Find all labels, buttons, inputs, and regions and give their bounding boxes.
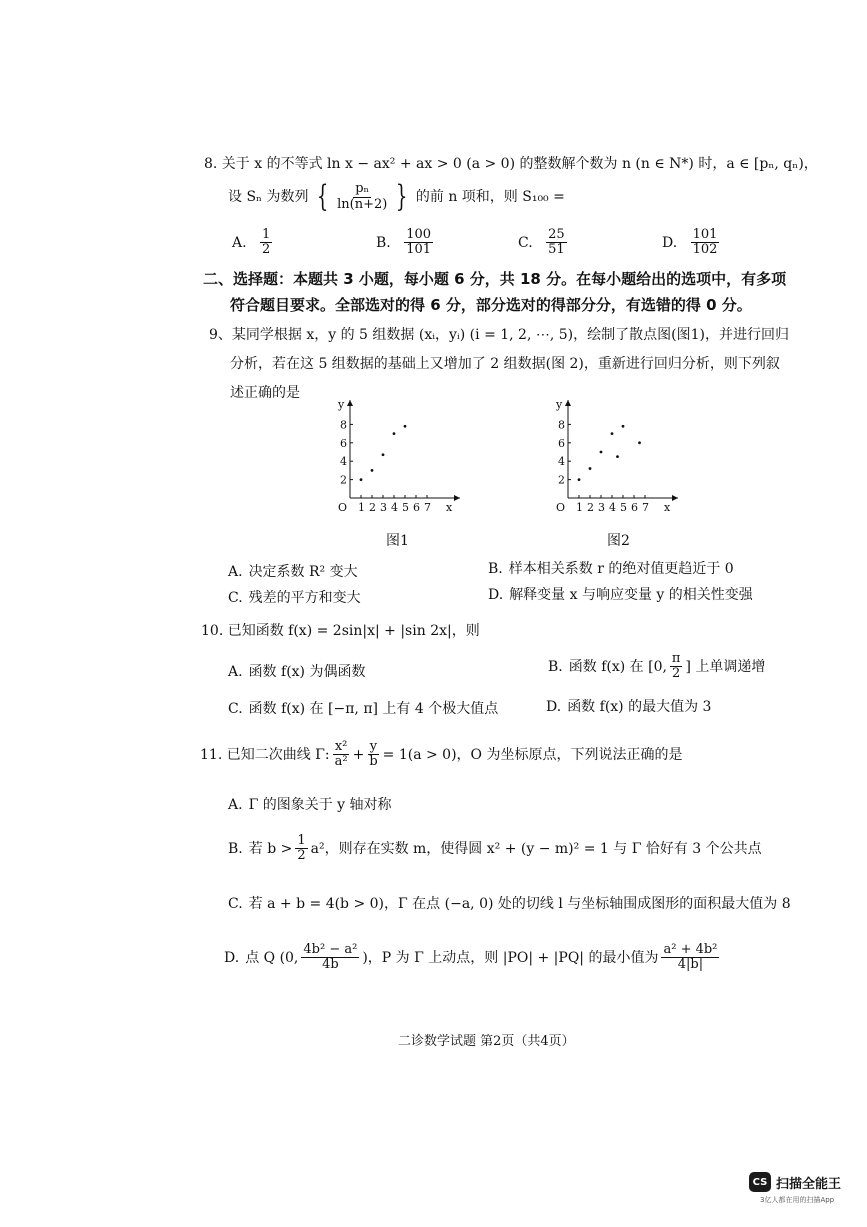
- fig2-data-point: [622, 425, 625, 428]
- q8-option-d: [662, 228, 722, 258]
- scanner-tagline: 3亿人都在用的扫描App: [760, 1196, 835, 1204]
- fig1-data-point: [371, 469, 374, 472]
- option-label: C.: [518, 234, 533, 251]
- fig2-x-tick-label: 1: [576, 501, 583, 514]
- fig1-data-point: [393, 432, 396, 435]
- fig1-x-tick-label: 4: [391, 501, 398, 514]
- fig2-x-tick-label: 7: [642, 501, 649, 514]
- fig2-data-point: [600, 451, 603, 454]
- q8-option-b: [376, 228, 436, 258]
- q10-option-a: [228, 663, 365, 681]
- option-text: 样本相关系数 r 的绝对值更趋近于 0: [508, 561, 734, 577]
- scatter-plot-1: [328, 392, 468, 520]
- q11-option-b: [228, 834, 762, 864]
- frac-num: x²: [334, 739, 348, 754]
- option-text: Γ 的图象关于 y 轴对称: [248, 797, 392, 813]
- q9-option-d: [488, 586, 753, 604]
- q8-line2-pre: 设 Sₙ 为数列: [228, 189, 309, 205]
- fig1-y-tick-label: 2: [340, 473, 347, 487]
- frac-num: 100: [406, 227, 432, 242]
- q11-stem-post: = 1(a > 0)，O 为坐标原点，下列说法正确的是: [382, 746, 683, 763]
- option-label: B.: [488, 561, 503, 577]
- option-text: 解释变量 x 与响应变量 y 的相关性变强: [509, 587, 753, 603]
- fig2-x-tick-label: 6: [631, 501, 638, 514]
- option-text: 决定系数 R² 变大: [248, 564, 358, 580]
- option-label: C.: [228, 896, 243, 912]
- fig2-x-tick-label: 2: [587, 501, 594, 514]
- q8-line1: 8. 关于 x 的不等式 ln x − ax² + ax > 0 (a > 0) 的整数解个数为 n (n ∈ N*) 时，a ∈ [pₙ, qₙ)，: [204, 156, 818, 172]
- fig2-y-tick-label: 4: [558, 455, 565, 469]
- fig2-data-point: [611, 432, 614, 435]
- fig1-x-tick-label: 7: [424, 501, 431, 514]
- frac-den: 2: [262, 242, 271, 258]
- frac-den: 51: [548, 242, 565, 258]
- x-axis-arrow-icon: [454, 495, 460, 501]
- fig2-data-point: [638, 441, 641, 444]
- scanner-watermark: [749, 1172, 841, 1192]
- option-label: C.: [228, 701, 243, 717]
- fig1-x-tick-label: 5: [402, 501, 409, 514]
- option-text: 残差的平方和变大: [248, 590, 361, 606]
- left-brace: {: [316, 179, 329, 214]
- option-label: A.: [228, 664, 243, 680]
- option-text-pre: 点 Q (0,: [245, 949, 299, 966]
- fig1-x-tick-label: 3: [380, 501, 387, 514]
- q8-sequence: [313, 179, 411, 214]
- option-label: B.: [228, 840, 243, 857]
- option-label: B.: [548, 658, 563, 675]
- q10-stem: 10. 已知函数 f(x) = 2sin|x| + |sin 2x|，则: [201, 623, 480, 639]
- frac-num: 101: [692, 227, 718, 242]
- q8-frac-den: ln(n+2): [337, 196, 388, 212]
- frac-num: y: [369, 739, 378, 754]
- q9-option-a: [228, 563, 358, 581]
- q11-stem: [200, 740, 682, 770]
- frac-num: π: [671, 651, 681, 666]
- frac-num: 4b² − a²: [303, 942, 358, 957]
- option-label: A.: [228, 797, 243, 813]
- q8-line2: [228, 179, 565, 214]
- frac-den: 4b: [322, 957, 339, 973]
- fig1-data-point: [360, 478, 363, 481]
- option-text: 若 a + b = 4(b > 0)，Γ 在点 (−a, 0) 处的切线 l 与坐标轴围成图形的面积最大值为 8: [248, 896, 791, 912]
- frac-num: 1: [262, 227, 271, 242]
- q10-option-b: [548, 652, 765, 682]
- q11-option-c: [228, 895, 791, 913]
- q9-fig2-caption: 图2: [607, 533, 630, 549]
- frac-den: 2: [297, 848, 306, 864]
- right-brace: }: [396, 179, 408, 214]
- option-label: A.: [232, 234, 247, 251]
- fig2-y-tick-label: 2: [558, 473, 565, 487]
- x-axis-arrow-icon: [672, 495, 678, 501]
- option-text: 函数 f(x) 为偶函数: [248, 664, 366, 680]
- fig1-axis-x-label: x: [446, 501, 453, 514]
- option-text: 函数 f(x) 的最大值为 3: [567, 699, 712, 715]
- q9-fig1-caption: 图1: [386, 533, 409, 549]
- q8-option-a: [232, 228, 275, 258]
- y-axis-arrow-icon: [347, 400, 353, 406]
- scanner-name: 扫描全能王: [776, 1176, 842, 1192]
- frac-den: 101: [406, 242, 432, 258]
- frac-den: 4|b|: [677, 957, 704, 973]
- option-label: D.: [488, 587, 504, 603]
- q10-option-d: [546, 698, 711, 716]
- fig2-data-point: [616, 455, 619, 458]
- option-text-post: ] 上单调递增: [685, 658, 766, 675]
- option-label: C.: [228, 590, 243, 606]
- option-label: D.: [224, 949, 240, 966]
- frac-num: 1: [297, 833, 306, 848]
- option-label: D.: [662, 234, 678, 251]
- frac-den: a²: [334, 754, 348, 770]
- cs-logo-icon: CS: [749, 1172, 771, 1192]
- fig1-y-tick-label: 4: [340, 455, 347, 469]
- fig2-data-point: [589, 467, 592, 470]
- q11-stem-pre: 11. 已知二次曲线 Γ:: [200, 746, 330, 763]
- fig1-axis-y-label: y: [338, 398, 345, 411]
- fig1-data-point: [404, 425, 407, 428]
- q11-option-d: [224, 943, 722, 973]
- y-axis-arrow-icon: [565, 400, 571, 406]
- option-text: 函数 f(x) 在 [−π, π] 上有 4 个极大值点: [248, 701, 499, 717]
- plus-sign: +: [352, 746, 365, 763]
- q9-figure2: [546, 392, 686, 524]
- fig1-x-tick-label: 6: [413, 501, 420, 514]
- q8-frac-num: pₙ: [355, 181, 370, 197]
- fig1-y-tick-label: 6: [340, 436, 347, 450]
- frac-den: b: [369, 754, 378, 770]
- q9-option-b: [488, 560, 734, 578]
- section2-line2: 符合题目要求。全部选对的得 6 分，部分选对的得部分分，有选错的得 0 分。: [230, 296, 752, 314]
- fig1-y-tick-label: 8: [340, 418, 347, 432]
- q9-option-c: [228, 589, 361, 607]
- frac-den: 102: [692, 242, 718, 258]
- q9-figure1: [328, 392, 468, 524]
- fig2-y-tick-label: 6: [558, 436, 565, 450]
- section2-line1: 二、选择题：本题共 3 小题，每小题 6 分，共 18 分。在每小题给出的选项中，有多项: [203, 270, 787, 288]
- q9-line3: 述正确的是: [230, 385, 300, 401]
- fig2-axis-y-label: y: [556, 398, 563, 411]
- fig2-x-tick-label: 3: [598, 501, 605, 514]
- q8-sequence-fraction: [335, 182, 389, 212]
- option-text-post: a²，则存在实数 m，使得圆 x² + (y − m)² = 1 与 Γ 恰好有 3 个公共点: [310, 840, 762, 857]
- fig2-data-point: [578, 478, 581, 481]
- option-text-pre: 若 b >: [248, 840, 293, 857]
- option-label: A.: [228, 564, 243, 580]
- q9-line1: 9、某同学根据 x，y 的 5 组数据 (xᵢ，yᵢ) (i = 1, 2, ⋯, 5)，绘制了散点图(图1)，并进行回归: [209, 327, 789, 343]
- option-text-mid: )，P 为 Γ 上动点，则 |PO| + |PQ| 的最小值为: [362, 949, 659, 966]
- option-label: B.: [376, 234, 391, 251]
- fig1-x-tick-label: 2: [369, 501, 376, 514]
- frac-den: 2: [672, 666, 681, 682]
- page-footer: 二诊数学试题 第2页（共4页）: [398, 1034, 575, 1049]
- fig2-axis-x-label: x: [664, 501, 671, 514]
- frac-num: a² + 4b²: [663, 942, 718, 957]
- frac-num: 25: [548, 227, 565, 242]
- option-text-pre: 函数 f(x) 在 [0,: [568, 658, 667, 675]
- fig2-origin-label: O: [556, 501, 566, 514]
- q9-line2: 分析，若在这 5 组数据的基础上又增加了 2 组数据(图 2)，重新进行回归分析，则下列叙: [230, 356, 780, 372]
- fig1-data-point: [382, 453, 385, 456]
- fig2-x-tick-label: 4: [609, 501, 616, 514]
- option-label: D.: [546, 699, 562, 715]
- scatter-plot-2: [546, 392, 686, 520]
- q8-line2-post: 的前 n 项和，则 S₁₀₀ =: [415, 189, 565, 205]
- q11-option-a: [228, 796, 392, 814]
- q10-option-c: [228, 700, 498, 718]
- fig1-x-tick-label: 1: [358, 501, 365, 514]
- fig1-origin-label: O: [338, 501, 348, 514]
- q8-option-c: [518, 228, 570, 258]
- fig2-x-tick-label: 5: [620, 501, 627, 514]
- fig2-y-tick-label: 8: [558, 418, 565, 432]
